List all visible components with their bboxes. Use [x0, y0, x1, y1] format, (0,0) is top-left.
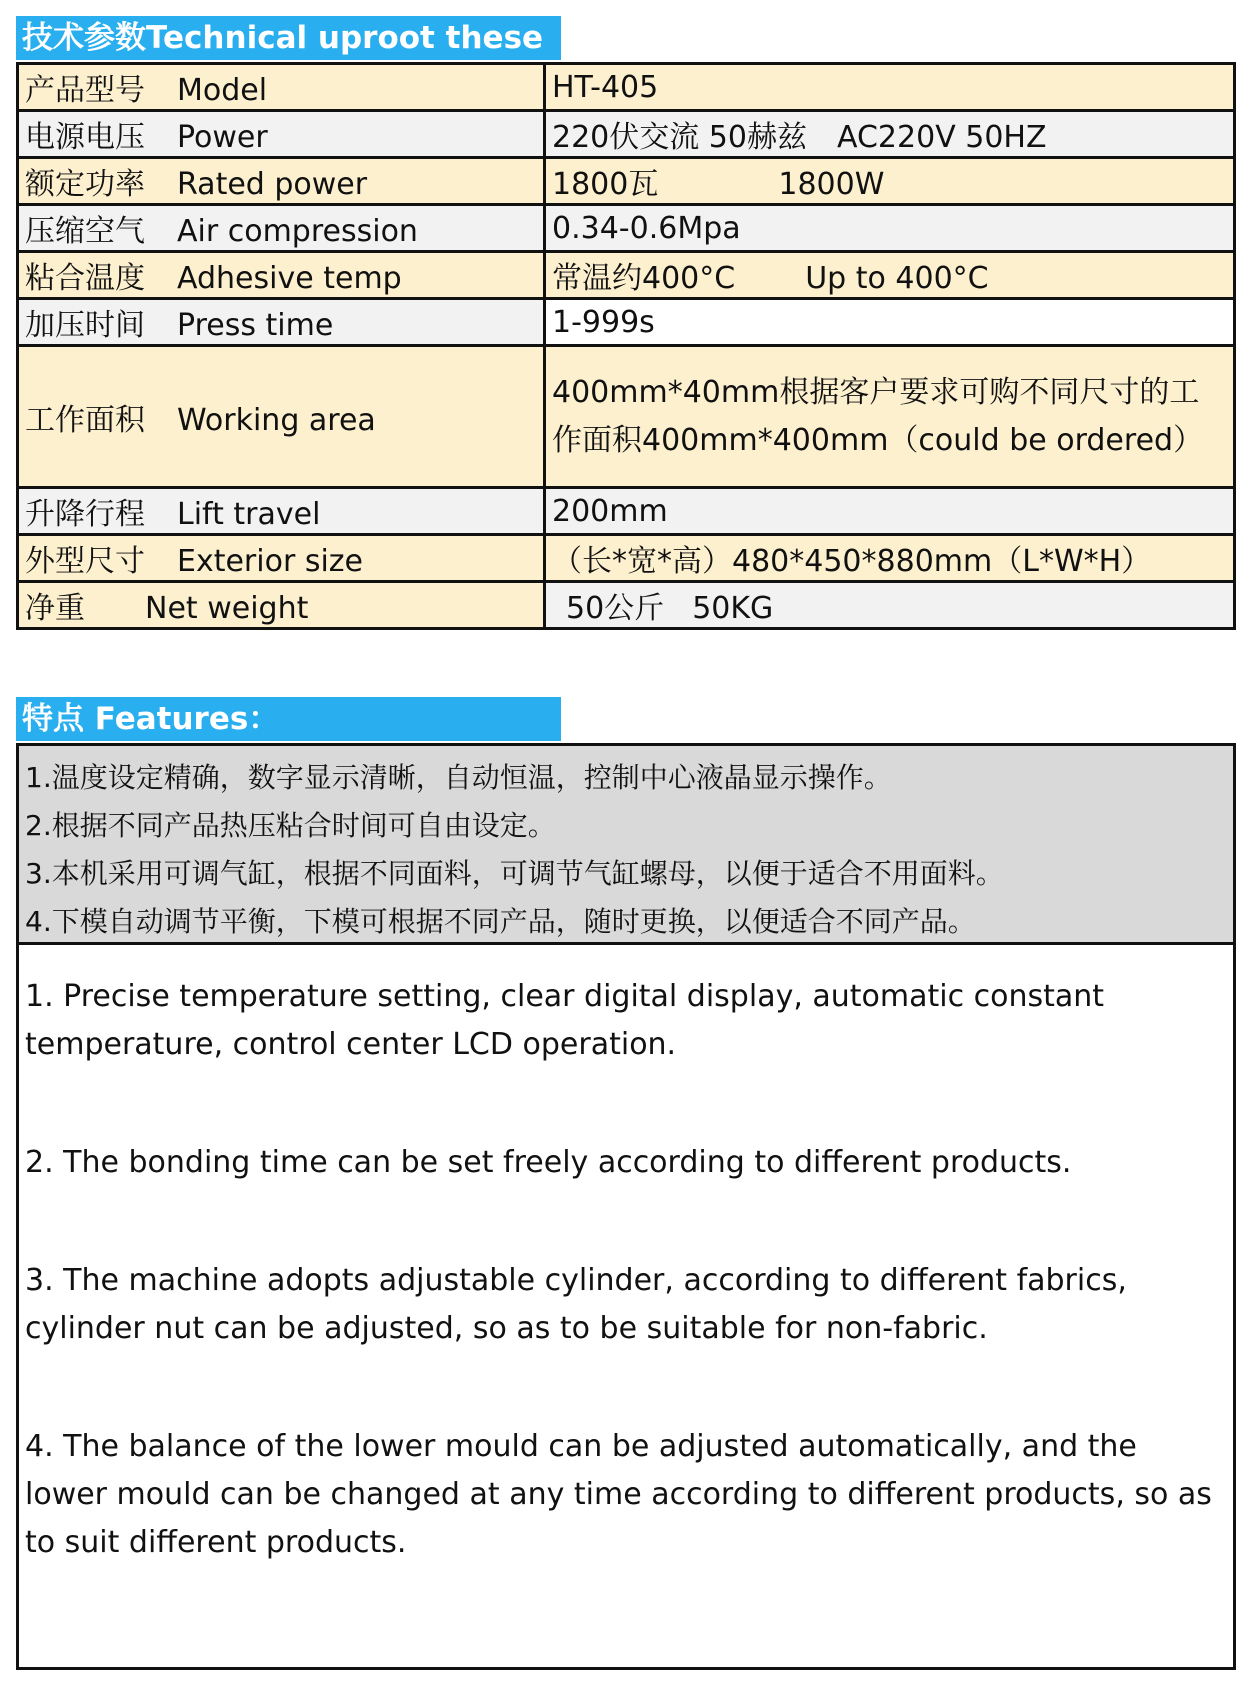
feature-en-item: 4. The balance of the lower mould can be adjusted automatically, and the lower mould can be changed at any time according to different products, so as to suit different products.: [25, 1429, 1212, 1560]
spec-label-zh: 外型尺寸: [25, 544, 145, 579]
spec-value-zh: 50公斤: [566, 591, 665, 626]
spec-value: [545, 111, 1235, 158]
spec-value-en: 1800W: [778, 167, 885, 202]
spec-label: [18, 346, 545, 488]
spec-label: [18, 111, 545, 158]
features-section-title: 特点 Features：: [16, 697, 561, 741]
spec-label: [18, 535, 545, 582]
spec-label: [18, 158, 545, 205]
features-en-list: [16, 945, 1236, 1670]
spec-row-model: [18, 64, 1235, 111]
spec-label-en: Adhesive temp: [177, 261, 402, 296]
spec-label-en: Rated power: [177, 167, 368, 202]
spec-label-en: Air compression: [177, 214, 418, 249]
spec-label-zh: 产品型号: [25, 73, 145, 108]
spec-value-zh: 常温约400°C: [552, 261, 736, 296]
spec-value-zh: 1800瓦: [552, 167, 659, 202]
spec-row-power: [18, 111, 1235, 158]
spec-label-en: Power: [177, 120, 268, 155]
spec-value-zh: 220伏交流 50赫兹: [552, 120, 807, 155]
spec-value: （长*宽*高）480*450*880mm（L*W*H）: [545, 535, 1235, 582]
spec-label-en: Lift travel: [177, 497, 321, 532]
feature-zh-item: 4.下模自动调节平衡，下模可根据不同产品，随时更换，以便适合不同产品。: [25, 905, 976, 938]
spec-label: [18, 582, 545, 629]
spec-label: [18, 488, 545, 535]
spec-label: [18, 252, 545, 299]
spec-row-working-area: [18, 346, 1235, 488]
spec-label-zh: 升降行程: [25, 497, 145, 532]
features-zh-list: [16, 743, 1236, 945]
spec-label-zh: 电源电压: [25, 120, 145, 155]
spec-value: 200mm: [545, 488, 1235, 535]
feature-zh-item: 2.根据不同产品热压粘合时间可自由设定。: [25, 809, 556, 842]
spec-value-en: 50KG: [692, 591, 774, 626]
spec-value: [545, 252, 1235, 299]
spec-label-en: Exterior size: [177, 544, 363, 579]
spec-row-net-weight: [18, 582, 1235, 629]
spec-value: [545, 158, 1235, 205]
spec-label-en: Working area: [177, 402, 376, 438]
spec-label-zh: 净重: [25, 591, 85, 626]
spec-value: 400mm*40mm根据客户要求可购不同尺寸的工作面积400mm*400mm（could be ordered）: [545, 346, 1235, 488]
spec-label: [18, 205, 545, 252]
feature-en-item: 3. The machine adopts adjustable cylinder, according to different fabrics, cylinder nut can be adjusted, so as to be suitable for non-fabric.: [25, 1263, 1127, 1346]
spec-value-en: AC220V 50HZ: [836, 120, 1047, 155]
spec-row-exterior-size: [18, 535, 1235, 582]
spec-label: [18, 64, 545, 111]
spec-label-zh: 额定功率: [25, 167, 145, 202]
spec-value: HT-405: [545, 64, 1235, 111]
spec-table: [16, 62, 1236, 630]
spec-row-adhesive-temp: [18, 252, 1235, 299]
feature-en-item: 2. The bonding time can be set freely according to different products.: [25, 1145, 1072, 1180]
spec-label-zh: 粘合温度: [25, 261, 145, 296]
feature-zh-item: 3.本机采用可调气缸，根据不同面料，可调节气缸螺母，以便于适合不用面料。: [25, 857, 1004, 890]
spec-label-en: Model: [177, 73, 268, 108]
spec-label: [18, 299, 545, 346]
spec-label-zh: 压缩空气: [25, 214, 145, 249]
spec-value-en: Up to 400°C: [805, 261, 989, 296]
spec-label-zh: 工作面积: [25, 402, 145, 438]
spec-label-en: Press time: [177, 308, 334, 343]
spec-row-air-compression: [18, 205, 1235, 252]
spec-row-lift-travel: [18, 488, 1235, 535]
spec-row-press-time: [18, 299, 1235, 346]
spec-value: 0.34-0.6Mpa: [545, 205, 1235, 252]
spec-label-zh: 加压时间: [25, 308, 145, 343]
spec-value: [545, 582, 1235, 629]
feature-en-item: 1. Precise temperature setting, clear digital display, automatic constant temperature, control center LCD operation.: [25, 979, 1105, 1062]
specs-section-title: 技术参数Technical uproot these: [16, 16, 561, 60]
spec-value: 1-999s: [545, 299, 1235, 346]
spec-row-rated-power: [18, 158, 1235, 205]
feature-zh-item: 1.温度设定精确，数字显示清晰，自动恒温，控制中心液晶显示操作。: [25, 761, 892, 794]
spec-label-en: Net weight: [145, 591, 309, 626]
